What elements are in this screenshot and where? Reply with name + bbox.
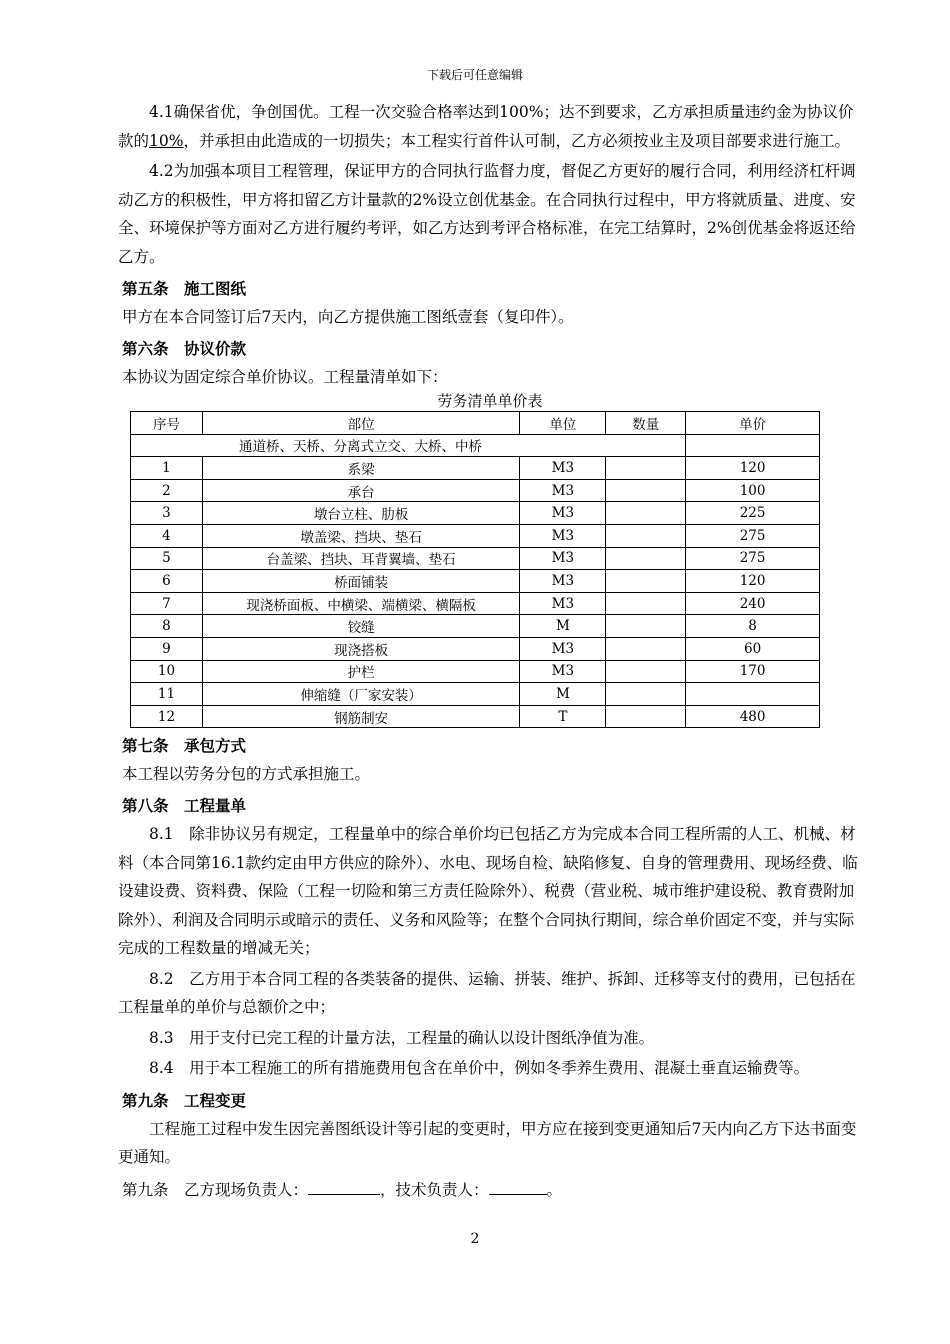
cell-unit: M3 [520, 592, 606, 615]
table-row [131, 592, 820, 615]
cell-part: 伸缩缝（厂家安装） [202, 683, 520, 706]
cell-part: 铰缝 [202, 615, 520, 638]
cell-part: 系梁 [202, 457, 520, 480]
cell-price: 120 [686, 570, 820, 593]
price-table [130, 411, 820, 728]
clause-9-text: 工程施工过程中发生因完善图纸设计等引起的变更时，甲方应在接到变更通知后7天内向乙方下达书面变更通知。 [118, 1119, 857, 1167]
cell-price: 275 [686, 547, 820, 570]
cell-no: 5 [131, 547, 203, 570]
cell-qty [606, 457, 686, 480]
cell-no: 9 [131, 637, 203, 660]
cell-no: 11 [131, 683, 203, 706]
cell-unit: M3 [520, 457, 606, 480]
cell-unit: M3 [520, 479, 606, 502]
cell-no: 12 [131, 705, 203, 728]
col-header-no: 序号 [131, 412, 203, 435]
group-price-cell [686, 434, 820, 457]
cell-part: 护栏 [202, 660, 520, 683]
cell-qty [606, 479, 686, 502]
page-number: 2 [470, 1231, 480, 1247]
clause-8-heading: 第八条 工程量单 [122, 796, 247, 816]
cell-no: 8 [131, 615, 203, 638]
clause-8-4: 8.4 用于本工程施工的所有措施费用包含在单价中，例如冬季养生费用、混凝土垂直运输费等。 [149, 1059, 810, 1078]
site-manager-blank[interactable] [308, 1178, 380, 1195]
cell-qty [606, 683, 686, 706]
cell-no: 7 [131, 592, 203, 615]
clause-8-1: 8.1 除非协议另有规定，工程量单中的综合单价均已包括乙方为完成本合同工程所需的人工、机械、材料（本合同第16.1款约定由甲方供应的除外）、水电、现场自检、缺陷修复、自身的管理费用、现场经费、临设建设费、资料费、保险（工程一切险和第三方责任险除外）、税费（营业税、城市维护建设税、教育费附加除外）、利润及合同明示或暗示的责任、义务和风险等；在整个合同执行期间，综合单价固定不变，并与实际完成的工程数量的增减无关； [118, 825, 858, 958]
cell-qty [606, 660, 686, 683]
clause-5-text: 甲方在本合同签订后7天内，向乙方提供施工图纸壹套（复印件）。 [122, 308, 574, 326]
cell-qty [606, 592, 686, 615]
clause-8-2: 8.2 乙方用于本合同工程的各类装备的提供、运输、拼装、维护、拆卸、迁移等支付的费用，已包括在工程量单的单价与总额价之中； [118, 969, 856, 1017]
table-row [131, 660, 820, 683]
table-row [131, 570, 820, 593]
document-body [118, 98, 862, 1204]
clause-8-3: 8.3 用于支付已完工程的计量方法，工程量的确认以设计图纸净值为准。 [149, 1028, 655, 1047]
header-note: 下载后可任意编辑 [426, 68, 523, 82]
cell-unit: M3 [520, 637, 606, 660]
cell-no: 4 [131, 524, 203, 547]
cell-no: 10 [131, 660, 203, 683]
clause-7-heading: 第七条 承包方式 [122, 736, 247, 756]
cell-unit: M3 [520, 547, 606, 570]
tech-lead-blank[interactable] [489, 1178, 547, 1195]
cell-price: 8 [686, 615, 820, 638]
table-row [131, 502, 820, 525]
price-table-title: 劳务清单单价表 [437, 392, 543, 410]
cell-part: 现浇搭板 [202, 637, 520, 660]
cell-price: 60 [686, 637, 820, 660]
cell-qty [606, 705, 686, 728]
col-header-part: 部位 [202, 412, 520, 435]
cell-unit: M3 [520, 524, 606, 547]
clause-5-heading: 第五条 施工图纸 [122, 279, 247, 298]
cell-price: 480 [686, 705, 820, 728]
clause-6-text: 本协议为固定综合单价协议。工程量清单如下： [122, 368, 448, 386]
cell-qty [606, 637, 686, 660]
cell-no: 3 [131, 502, 203, 525]
clause-4-2: 4.2为加强本项目工程管理，保证甲方的合同执行监督力度，督促乙方更好的履行合同，利用经济杠杆调动乙方的积极性，甲方将扣留乙方计量款的2%设立创优基金。在合同执行过程中，甲方将就质量、进度、安全、环境保护等方面对乙方进行履约考评，如乙方达到考评合格标准，在完工结算时，2%创优基金将返还给乙方。 [118, 162, 856, 266]
cell-unit: M [520, 615, 606, 638]
table-row [131, 615, 820, 638]
cell-part: 钢筋制安 [202, 705, 520, 728]
clause-9-heading: 第九条 工程变更 [122, 1090, 247, 1110]
signature-line: 第九条 乙方现场负责人： ，技术负责人： 。 [122, 1176, 862, 1204]
clause-7-text: 本工程以劳务分包的方式承担施工。 [122, 765, 371, 784]
table-row [131, 524, 820, 547]
cell-unit: M3 [520, 660, 606, 683]
clause-6-heading: 第六条 协议价款 [122, 339, 247, 358]
cell-price: 240 [686, 592, 820, 615]
clause-4-1: 4.1确保省优，争创国优。工程一次交验合格率达到100%；达不到要求，乙方承担质量违约金为协议价款的10%，并承担由此造成的一切损失；本工程实行首件认可制，乙方必须按业主及项目部要求进行施工。 [118, 103, 854, 150]
table-row [131, 683, 820, 706]
cell-price: 120 [686, 457, 820, 480]
cell-price: 275 [686, 524, 820, 547]
cell-unit: M3 [520, 502, 606, 525]
cell-price [686, 683, 820, 706]
col-header-price: 单价 [686, 412, 820, 435]
cell-price: 100 [686, 479, 820, 502]
cell-qty [606, 502, 686, 525]
cell-qty [606, 524, 686, 547]
cell-price: 225 [686, 502, 820, 525]
cell-part: 承台 [202, 479, 520, 502]
table-row [131, 705, 820, 728]
cell-no: 6 [131, 570, 203, 593]
group-row [131, 434, 820, 457]
table-row [131, 547, 820, 570]
group-label: 通道桥、天桥、分离式立交、大桥、中桥 [131, 434, 686, 457]
cell-part: 台盖梁、挡块、耳背翼墙、垫石 [202, 547, 520, 570]
cell-price: 170 [686, 660, 820, 683]
table-row [131, 479, 820, 502]
cell-part: 桥面铺装 [202, 570, 520, 593]
cell-part: 墩盖梁、挡块、垫石 [202, 524, 520, 547]
table-row [131, 457, 820, 480]
penalty-rate: 10% [149, 131, 184, 150]
cell-no: 1 [131, 457, 203, 480]
table-row [131, 637, 820, 660]
cell-part: 墩台立柱、肋板 [202, 502, 520, 525]
cell-unit: T [520, 705, 606, 728]
col-header-unit: 单位 [520, 412, 606, 435]
cell-no: 2 [131, 479, 203, 502]
cell-unit: M [520, 683, 606, 706]
cell-unit: M3 [520, 570, 606, 593]
cell-qty [606, 547, 686, 570]
cell-part: 现浇桥面板、中横梁、端横梁、横隔板 [202, 592, 520, 615]
cell-qty [606, 615, 686, 638]
cell-qty [606, 570, 686, 593]
table-header-row [131, 412, 820, 435]
col-header-qty: 数量 [606, 412, 686, 435]
